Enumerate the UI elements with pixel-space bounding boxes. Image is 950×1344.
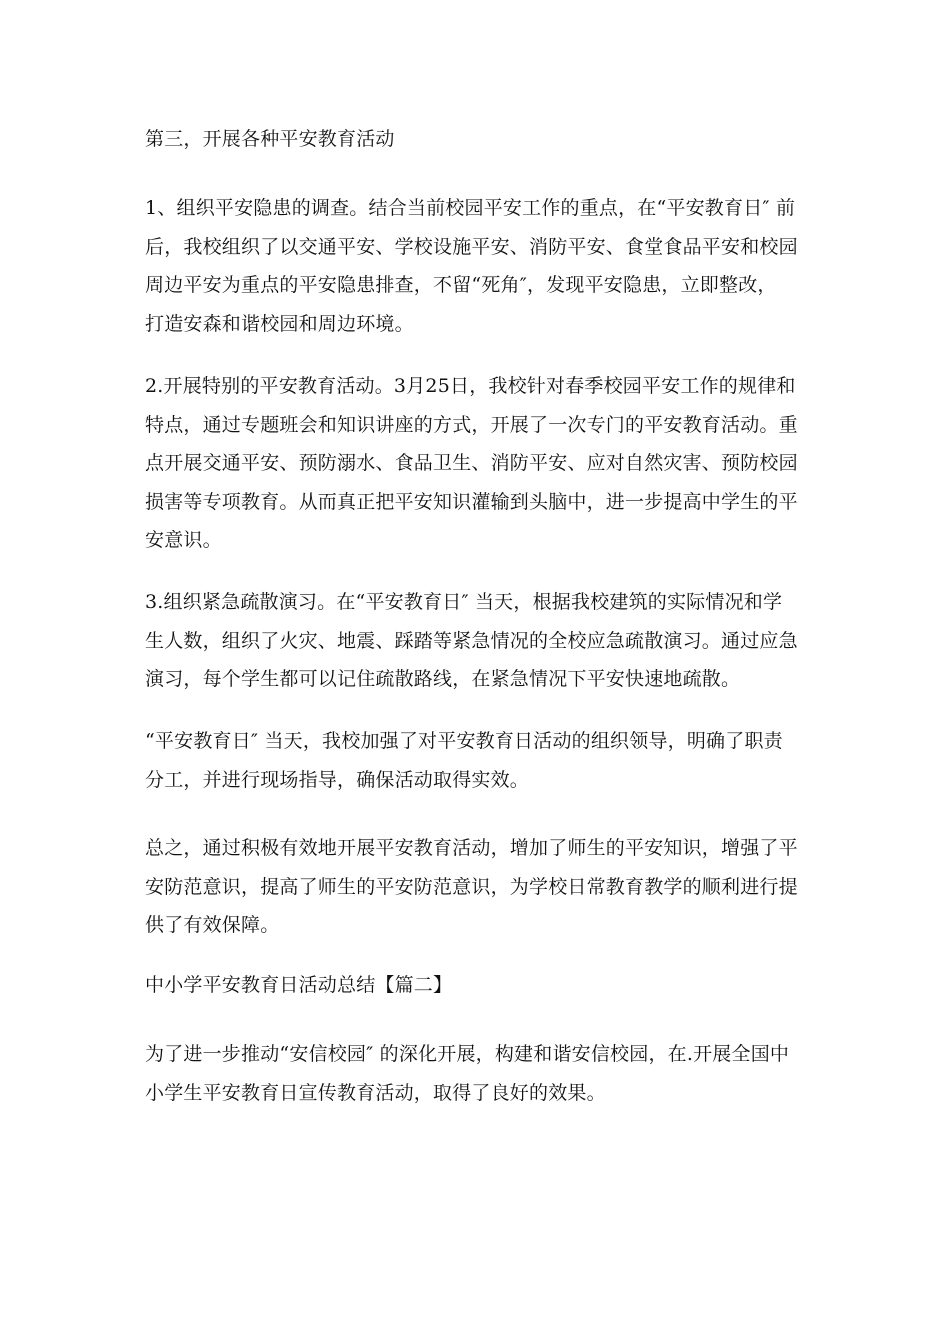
text-line: 第三，开展各种平安教育活动	[145, 128, 395, 150]
section-heading	[145, 120, 810, 159]
text-line: 为了进一步推动“安信校园″ 的深化开展，构建和谐安信校园，在.开展全国中	[145, 1043, 790, 1065]
text-line: 损害等专项教育。从而真正把平安知识灌输到头脑中，进一步提高中学生的平	[145, 490, 798, 513]
text-line: “平安教育日″ 当天，我校加强了对平安教育日活动的组织领导，明确了职责	[145, 730, 783, 752]
text-line: 供了有效保障。	[145, 914, 280, 936]
paragraph-summary	[145, 829, 810, 945]
text-line: 打造安森和谐校园和周边环境。	[145, 312, 414, 335]
text-line: 2.开展特别的平安教育活动。3月25日，我校针对春季校园平安工作的规律和	[145, 375, 796, 397]
text-line: 生人数，组织了火灾、地震、踩踏等紧急情况的全校应急疏散演习。通过应急	[145, 629, 798, 652]
text-line: 点开展交通平安、预防溺水、食品卫生、消防平安、应对自然灾害、预防校园	[145, 452, 798, 474]
text-line: 安意识。	[145, 529, 222, 551]
paragraph-intro-part-two	[145, 1035, 810, 1112]
text-line: 后，我校组织了以交通平安、学校设施平安、消防平安、食堂食品平安和校园	[145, 235, 798, 258]
text-line: 中小学平安教育日活动总结【篇二】	[145, 974, 453, 996]
paragraph-item-1	[145, 189, 810, 343]
text-line: 3.组织紧急疏散演习。在“平安教育日″ 当天，根据我校建筑的实际情况和学	[145, 591, 783, 613]
text-line: 安防范意识，提高了师生的平安防范意识，为学校日常教育教学的顺利进行提	[145, 875, 798, 898]
text-line: 周边平安为重点的平安隐患排查，不留“死角″，发现平安隐患，立即整改，	[145, 274, 777, 296]
text-line: 1、组织平安隐患的调查。结合当前校园平安工作的重点，在“平安教育日″ 前	[145, 197, 796, 219]
text-line: 演习，每个学生都可以记住疏散路线，在紧急情况下平安快速地疏散。	[145, 668, 741, 690]
article-heading	[145, 966, 810, 1005]
text-line: 小学生平安教育日宣传教育活动，取得了良好的效果。	[145, 1081, 606, 1104]
text-line: 特点，通过专题班会和知识讲座的方式，开展了一次专门的平安教育活动。重	[145, 413, 798, 436]
text-line: 分工，并进行现场指导，确保活动取得实效。	[145, 768, 530, 791]
paragraph-activity-day	[145, 722, 810, 799]
paragraph-item-2	[145, 367, 810, 560]
text-line: 总之，通过积极有效地开展平安教育活动，增加了师生的平安知识，增强了平	[145, 837, 798, 859]
paragraph-item-3	[145, 583, 810, 699]
